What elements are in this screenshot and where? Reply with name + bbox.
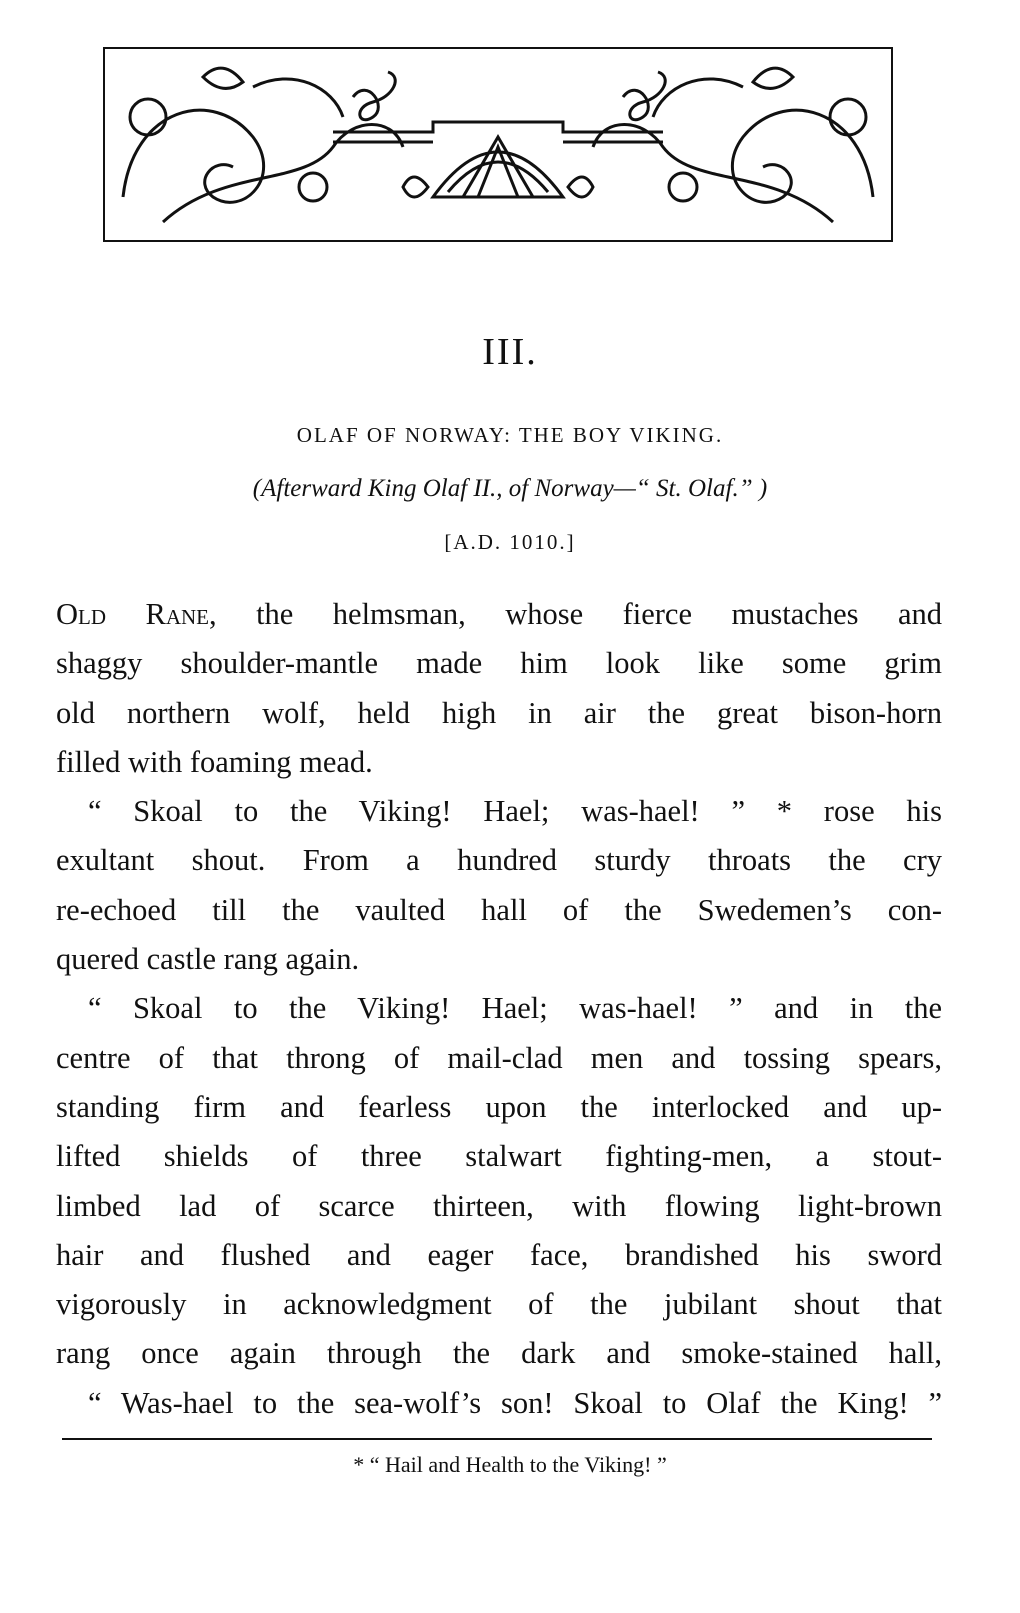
footnote-divider: [62, 1438, 932, 1440]
chapter-subtitle: (Afterward King Olaf II., of Norway—“ St. Olaf.” ): [252, 475, 768, 502]
text-line: centre of that throng of mail-clad men and tossing spears,: [56, 1040, 942, 1075]
text-line: “ Skoal to the Viking! Hael; was-hael! ” * rose his: [88, 794, 942, 829]
text-line: standing firm and fearless upon the interlocked and up-: [56, 1089, 942, 1124]
text-line: old northern wolf, held high in air the great bison-horn: [56, 695, 942, 730]
chapter-number: III.: [482, 331, 538, 373]
text-line: filled with foaming mead.: [56, 744, 373, 779]
text-line: limbed lad of scarce thirteen, with flowing light-brown: [56, 1188, 942, 1223]
text-line: hair and flushed and eager face, brandished his sword: [56, 1237, 942, 1272]
text-line: re-echoed till the vaulted hall of the Swedemen’s con-: [56, 892, 942, 927]
chapter-date: [A.D. 1010.]: [444, 530, 576, 554]
chapter-title: OLAF OF NORWAY: THE BOY VIKING.: [296, 423, 724, 447]
text-line: Old Rane, the helmsman, whose fierce mustaches and: [56, 597, 942, 631]
decorative-headpiece: [103, 47, 893, 242]
body-text: [56, 590, 942, 1428]
drop-lead-words: Old Rane: [56, 597, 209, 631]
text-line: shaggy shoulder-mantle made him look like some grim: [56, 646, 942, 681]
text-line: rang once again through the dark and smoke-stained hall,: [56, 1336, 942, 1371]
text-line: vigorously in acknowledgment of the jubilant shout that: [56, 1287, 942, 1322]
paragraph: [56, 984, 942, 1428]
text-line: quered castle rang again.: [56, 942, 360, 977]
text-line: “ Skoal to the Viking! Hael; was-hael! ” and in the: [88, 991, 942, 1026]
text-line: exultant shout. From a hundred sturdy throats the cry: [56, 843, 942, 878]
text-line: lifted shields of three stalwart fighting-men, a stout-: [56, 1139, 942, 1174]
paragraph: [56, 787, 942, 984]
footnote: * “ Hail and Health to the Viking! ”: [353, 1452, 667, 1477]
text-line: “ Was-hael to the sea-wolf’s son! Skoal to Olaf the King! ”: [88, 1385, 942, 1420]
paragraph: [56, 590, 942, 787]
